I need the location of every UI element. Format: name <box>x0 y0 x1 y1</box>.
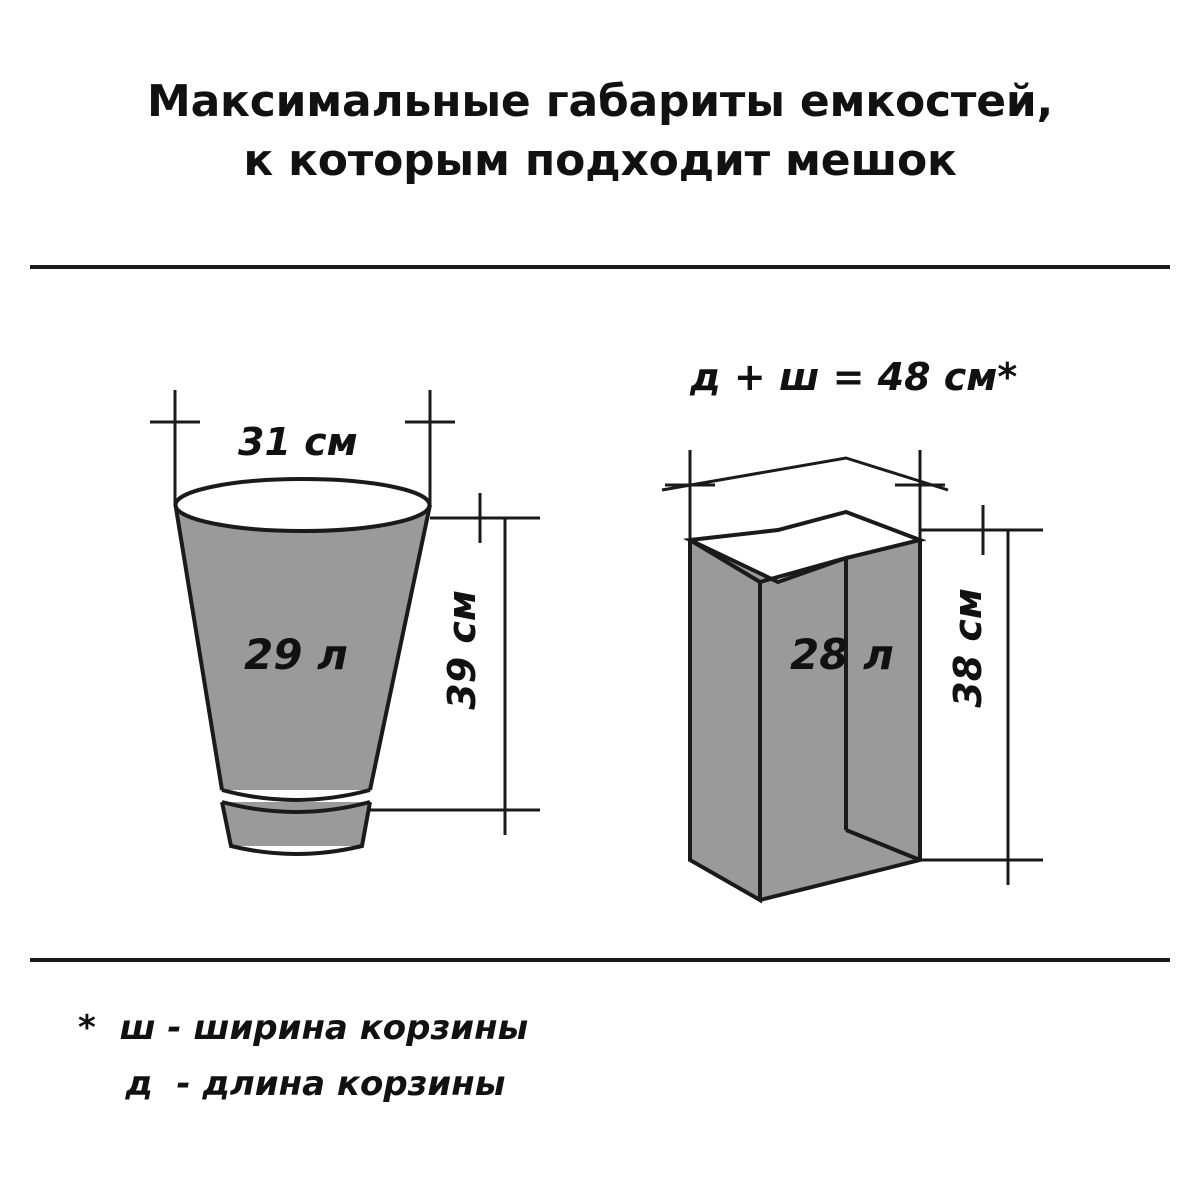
divider-top <box>30 265 1170 269</box>
rect-bin-shape <box>690 512 920 900</box>
diagram-area <box>0 290 1200 950</box>
page-title <box>0 72 1200 191</box>
title-line-1: Максимальные габариты емкостей, <box>146 76 1053 127</box>
rect-bin-height-label: 38 см <box>946 588 990 708</box>
round-bin-height-label: 39 см <box>440 590 484 710</box>
round-bin-width-label: 31 см <box>238 420 358 464</box>
divider-bottom <box>30 958 1170 962</box>
diagram-illustration <box>0 290 1200 950</box>
footnote <box>78 1000 528 1112</box>
rect-bin-sum-label: д + ш = 48 см* <box>690 355 1018 399</box>
round-bin-volume-label: 29 л <box>244 630 348 679</box>
title-line-2: к которым подходит мешок <box>243 135 957 187</box>
footnote-line-1: * ш - ширина корзины <box>78 1008 529 1048</box>
footnote-line-2: д - длина корзины <box>78 1064 506 1105</box>
rect-bin-volume-label: 28 л <box>790 630 894 679</box>
